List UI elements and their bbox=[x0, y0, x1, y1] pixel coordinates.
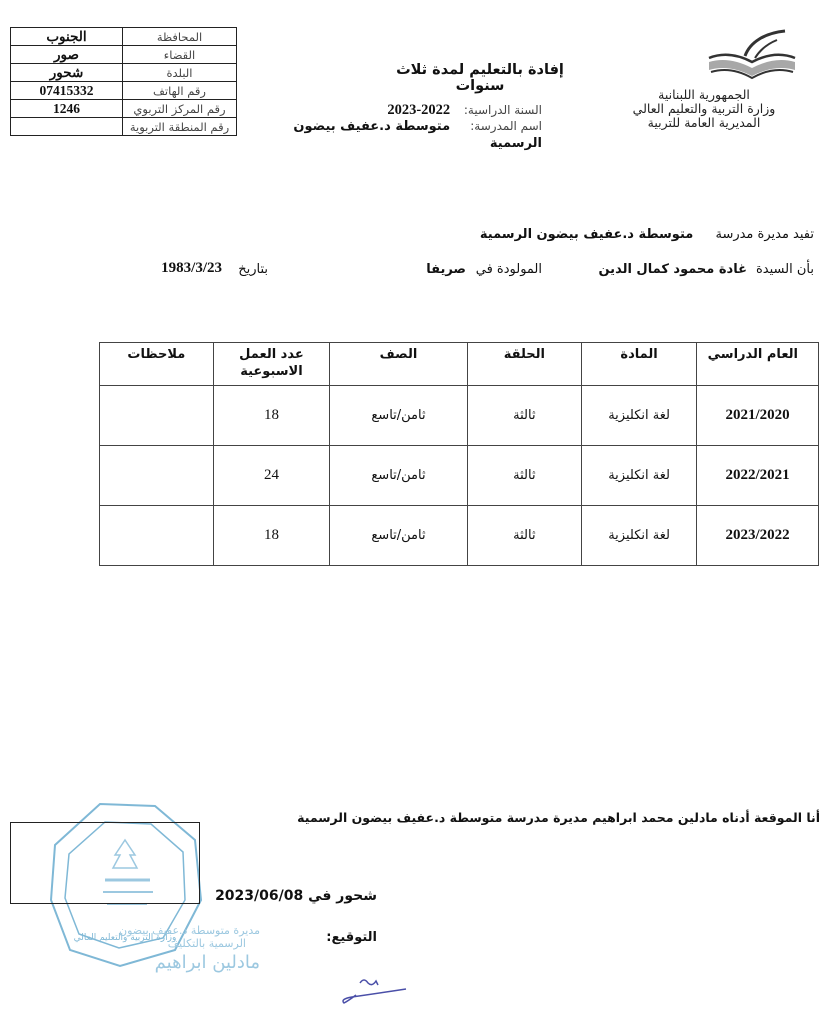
table-row bbox=[100, 446, 819, 506]
signature-label: التوقيع: bbox=[326, 930, 377, 945]
born-place: صريفا bbox=[426, 262, 466, 277]
column-header-weekly-hours: عدد العمل الاسبوعية bbox=[213, 343, 330, 386]
ministry-line: وزارة التربية والتعليم العالي bbox=[632, 101, 776, 116]
stamp-line: الرسمية بالتكليف bbox=[167, 937, 246, 950]
stamp-line: مادلين ابراهيم bbox=[154, 952, 260, 973]
table-row bbox=[100, 386, 819, 446]
column-header-cycle: الحلقة bbox=[467, 343, 581, 386]
info-table bbox=[10, 27, 237, 136]
class-cell: ثامن/تاسع bbox=[330, 386, 468, 446]
year-cell: 2022/2021 bbox=[697, 446, 819, 506]
subject-cell: لغة انكليزية bbox=[581, 506, 696, 566]
ministry-line: الجمهورية اللبنانية bbox=[658, 87, 750, 102]
info-value bbox=[11, 118, 123, 136]
weekly-hours-cell: 18 bbox=[213, 506, 330, 566]
column-header-class: الصف bbox=[330, 343, 468, 386]
table-header-row bbox=[100, 343, 819, 386]
notes-cell bbox=[100, 386, 214, 446]
person-line bbox=[114, 262, 814, 282]
ministry-header bbox=[604, 88, 804, 130]
info-label: المحافظة bbox=[123, 28, 237, 46]
info-value: الجنوب bbox=[11, 28, 123, 46]
class-cell: ثامن/تاسع bbox=[330, 446, 468, 506]
table-row bbox=[100, 506, 819, 566]
column-header-year: العام الدراسي bbox=[697, 343, 819, 386]
info-row bbox=[11, 64, 237, 82]
school-name-label: اسم المدرسة: bbox=[470, 119, 542, 133]
info-label: رقم الهاتف bbox=[123, 82, 237, 100]
subject-cell: لغة انكليزية bbox=[581, 386, 696, 446]
info-row bbox=[11, 118, 237, 136]
open-book-logo-icon bbox=[705, 28, 800, 80]
person-prefix: بأن السيدة bbox=[756, 262, 814, 277]
intro-label: تفيد مديرة مدرسة bbox=[715, 227, 814, 242]
info-label: القضاء bbox=[123, 46, 237, 64]
cycle-cell: ثالثة bbox=[467, 506, 581, 566]
document-title: إفادة بالتعليم لمدة ثلاث سنوات bbox=[396, 62, 564, 94]
class-cell: ثامن/تاسع bbox=[330, 506, 468, 566]
info-label: رقم المركز التربوي bbox=[123, 100, 237, 118]
info-label: البلدة bbox=[123, 64, 237, 82]
person-name: غادة محمود كمال الدين bbox=[598, 262, 747, 277]
cycle-cell: ثالثة bbox=[467, 446, 581, 506]
birth-date: 1983/3/23 bbox=[161, 260, 222, 276]
info-value: صور bbox=[11, 46, 123, 64]
info-label: رقم المنطقة التربوية bbox=[123, 118, 237, 136]
info-row bbox=[11, 46, 237, 64]
stamp-line: مديرة متوسطة د.عفيف بيضون bbox=[119, 924, 260, 937]
info-value: 1246 bbox=[11, 100, 123, 118]
school-name-value: متوسطة د.عفيف بيضون الرسمية bbox=[293, 119, 542, 151]
notes-cell bbox=[100, 506, 214, 566]
born-in-label: المولودة في bbox=[475, 262, 542, 277]
academic-year-value: 2023-2022 bbox=[387, 102, 451, 118]
subject-cell: لغة انكليزية bbox=[581, 446, 696, 506]
handwritten-signature bbox=[330, 975, 410, 1005]
info-value: شحور bbox=[11, 64, 123, 82]
info-row bbox=[11, 82, 237, 100]
year-cell: 2021/2020 bbox=[697, 386, 819, 446]
teaching-record-table bbox=[99, 342, 819, 566]
cycle-cell: ثالثة bbox=[467, 386, 581, 446]
notes-cell bbox=[100, 446, 214, 506]
info-row bbox=[11, 28, 237, 46]
place-date: شحور في 2023/06/08 bbox=[215, 888, 377, 904]
column-header-subject: المادة bbox=[581, 343, 696, 386]
weekly-hours-cell: 18 bbox=[213, 386, 330, 446]
intro-school: متوسطة د.عفيف بيضون الرسمية bbox=[479, 227, 694, 242]
info-value: 07415332 bbox=[11, 82, 123, 100]
academic-year-label: السنة الدراسية: bbox=[463, 103, 542, 117]
ministry-line: المديرية العامة للتربية bbox=[647, 115, 761, 130]
signature-box bbox=[10, 822, 200, 904]
column-header-notes: ملاحظات bbox=[100, 343, 214, 386]
info-row bbox=[11, 100, 237, 118]
school-meta bbox=[282, 102, 542, 152]
year-cell: 2023/2022 bbox=[697, 506, 819, 566]
intro-line bbox=[480, 227, 814, 242]
principal-stamp bbox=[60, 924, 260, 975]
seal-text: وزارة التربية والتعليم العالي bbox=[73, 933, 177, 943]
declaration-text: أنا الموقعة أدناه مادلين محمد ابراهيم مديرة مدرسة متوسطة د.عفيف بيضون الرسمية bbox=[297, 810, 820, 825]
birth-date-label: بتاريخ bbox=[238, 262, 268, 277]
weekly-hours-cell: 24 bbox=[213, 446, 330, 506]
